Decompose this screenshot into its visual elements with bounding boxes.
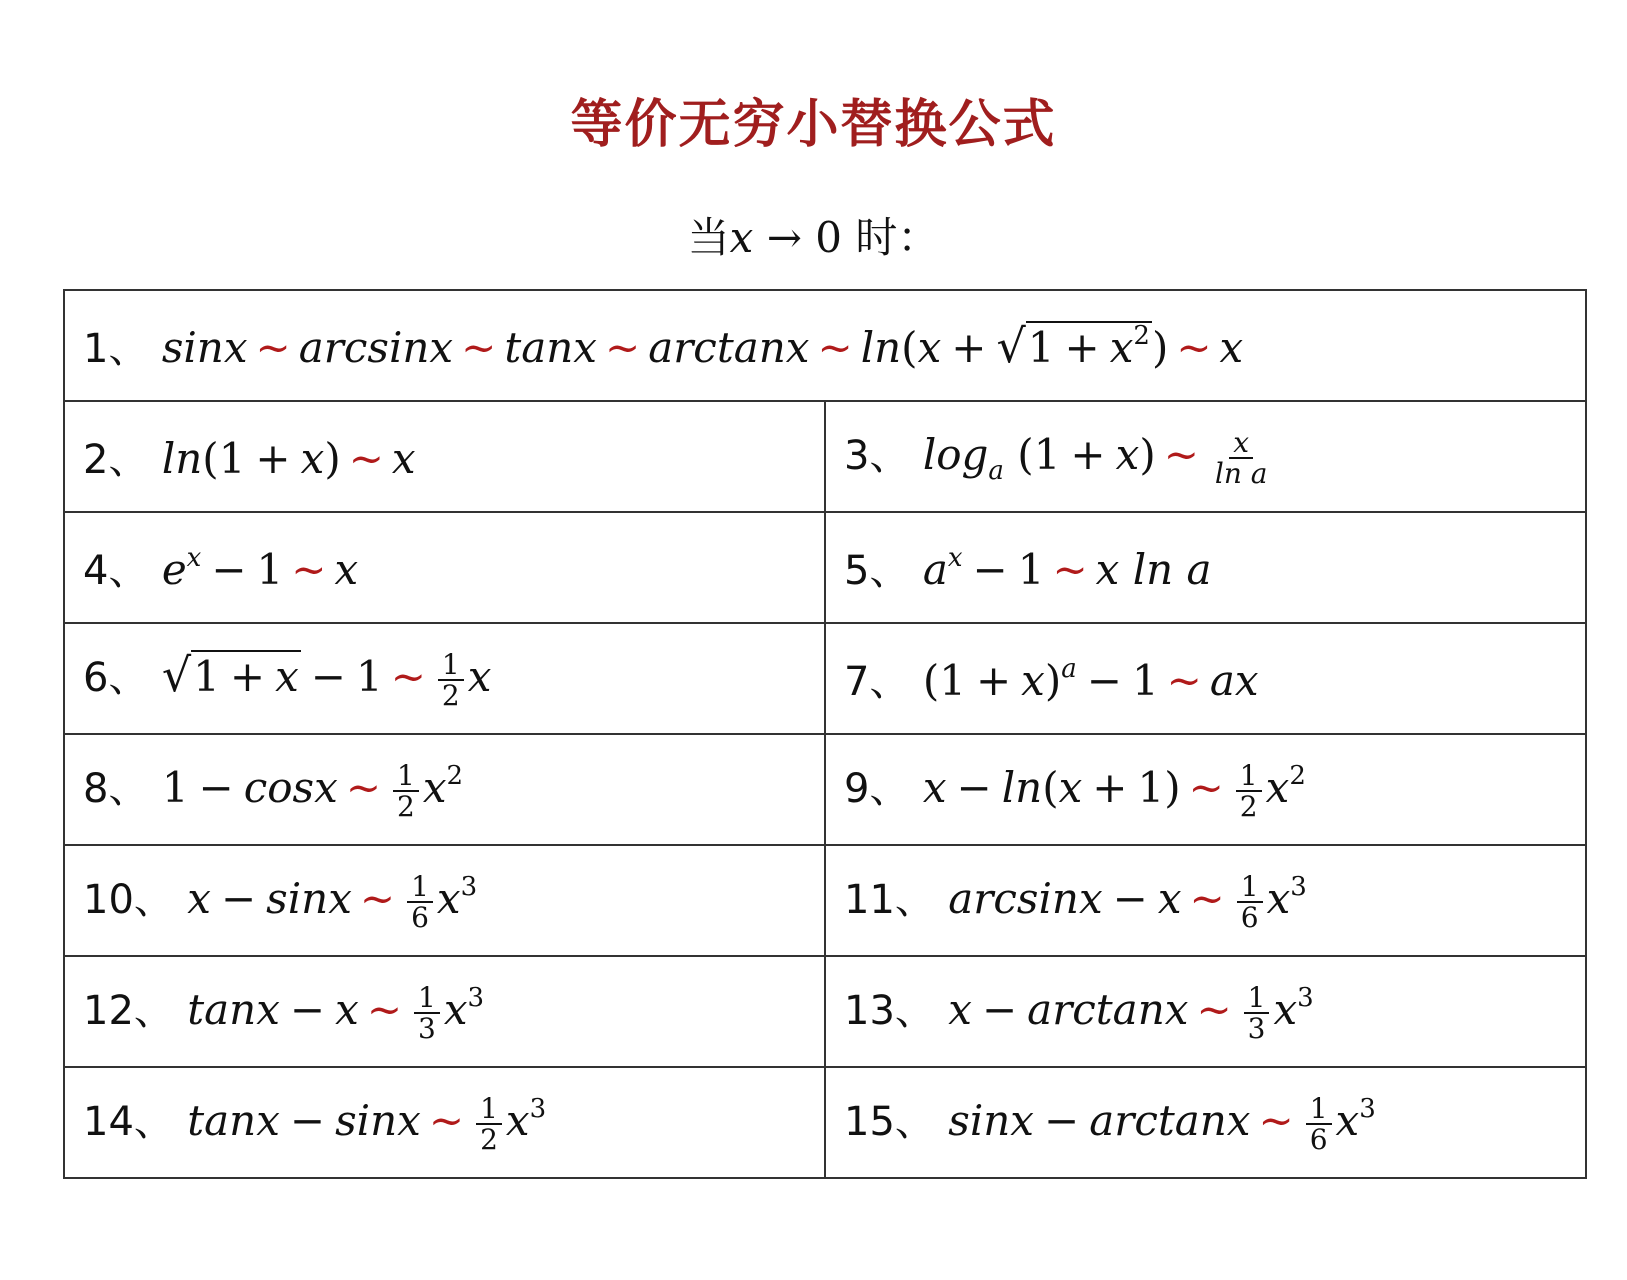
formula-index: 7、 <box>844 659 910 705</box>
formula-cell-9 <box>825 734 1586 845</box>
formula-index: 12、 <box>83 988 174 1035</box>
formula-index: 11、 <box>844 877 935 924</box>
formula-cell-11 <box>825 845 1586 956</box>
formula-index: 9、 <box>844 766 910 813</box>
formula-index: 5、 <box>844 548 910 594</box>
formula-expr: x − sinx ~ $\frac{1}{6}$ $x^3$ <box>187 869 478 935</box>
formula-cell-5 <box>825 512 1586 623</box>
formula-cell-13 <box>825 956 1586 1067</box>
formula-index: 6、 <box>83 655 149 702</box>
condition-suffix: 时： <box>855 213 940 262</box>
table-row <box>64 290 1586 401</box>
table-row <box>64 512 1586 623</box>
formula-expr: $\log_a (1 + x)$ ~ $\frac{x}{\text{ln a}}$ <box>922 425 1268 491</box>
formula-table <box>63 289 1587 1179</box>
formula-expr: x − ln(x + 1) ~ $\frac{1}{2}$ $x^2$ <box>922 758 1306 824</box>
table-row <box>64 956 1586 1067</box>
table-row <box>64 623 1586 734</box>
formula-index: 8、 <box>83 766 149 813</box>
condition-zero: 0 <box>815 213 842 262</box>
formula-expr: x − arctanx ~ $\frac{1}{3}$ $x^3$ <box>948 980 1314 1046</box>
page-title: 等价无穷小替换公式 <box>570 94 1057 155</box>
formula-index: 4、 <box>83 548 149 594</box>
formula-expr: $a^x - 1$ ~ x ln a <box>922 543 1212 594</box>
formula-cell-2 <box>64 401 825 512</box>
formula-cell-7 <box>825 623 1586 734</box>
formula-expr: ln(1 + x) ~ x <box>161 434 416 483</box>
formula-cell-12 <box>64 956 825 1067</box>
formula-index: 15、 <box>844 1099 935 1146</box>
formula-expr: tanx − x ~ $\frac{1}{3}$ $x^3$ <box>187 980 485 1046</box>
condition-prefix: 当 <box>687 213 730 262</box>
formula-expr: sinx − arctanx ~ $\frac{1}{6}$ $x^3$ <box>948 1091 1376 1157</box>
table-row <box>64 401 1586 512</box>
formula-cell-3 <box>825 401 1586 512</box>
formula-expr: sinx ~ arcsinx ~ tanx ~ arctanx ~ $\ln(x + √1 + x^2)$ ~ x <box>161 319 1244 373</box>
condition-arrow: → <box>766 213 802 262</box>
condition-line <box>0 205 1627 265</box>
formula-cell-6 <box>64 623 825 734</box>
formula-index: 1、 <box>83 326 149 372</box>
formula-expr: $e^x - 1$ ~ x <box>161 543 359 594</box>
table-row <box>64 734 1586 845</box>
formula-cell-1 <box>64 290 1586 401</box>
formula-cell-4 <box>64 512 825 623</box>
formula-index: 10、 <box>83 877 174 924</box>
formula-expr: tanx − sinx ~ $\frac{1}{2}$ $x^3$ <box>187 1091 547 1157</box>
formula-index: 13、 <box>844 988 935 1035</box>
formula-expr: arcsinx − x ~ $\frac{1}{6}$ $x^3$ <box>948 869 1307 935</box>
formula-expr: 1 − cosx ~ $\frac{1}{2}$ $x^2$ <box>161 758 464 824</box>
formula-cell-14 <box>64 1067 825 1178</box>
formula-index: 3、 <box>844 433 910 480</box>
formula-index: 2、 <box>83 437 149 483</box>
table-row <box>64 845 1586 956</box>
formula-expr: √1 + x − 1 ~ $\frac{1}{2}$ x <box>161 647 492 713</box>
formula-cell-10 <box>64 845 825 956</box>
formula-cell-15 <box>825 1067 1586 1178</box>
formula-expr: $(1 + x)^a - 1$ ~ ax <box>922 654 1259 705</box>
formula-cell-8 <box>64 734 825 845</box>
formula-index: 14、 <box>83 1099 174 1146</box>
table-row <box>64 1067 1586 1178</box>
condition-var: x <box>729 213 754 262</box>
